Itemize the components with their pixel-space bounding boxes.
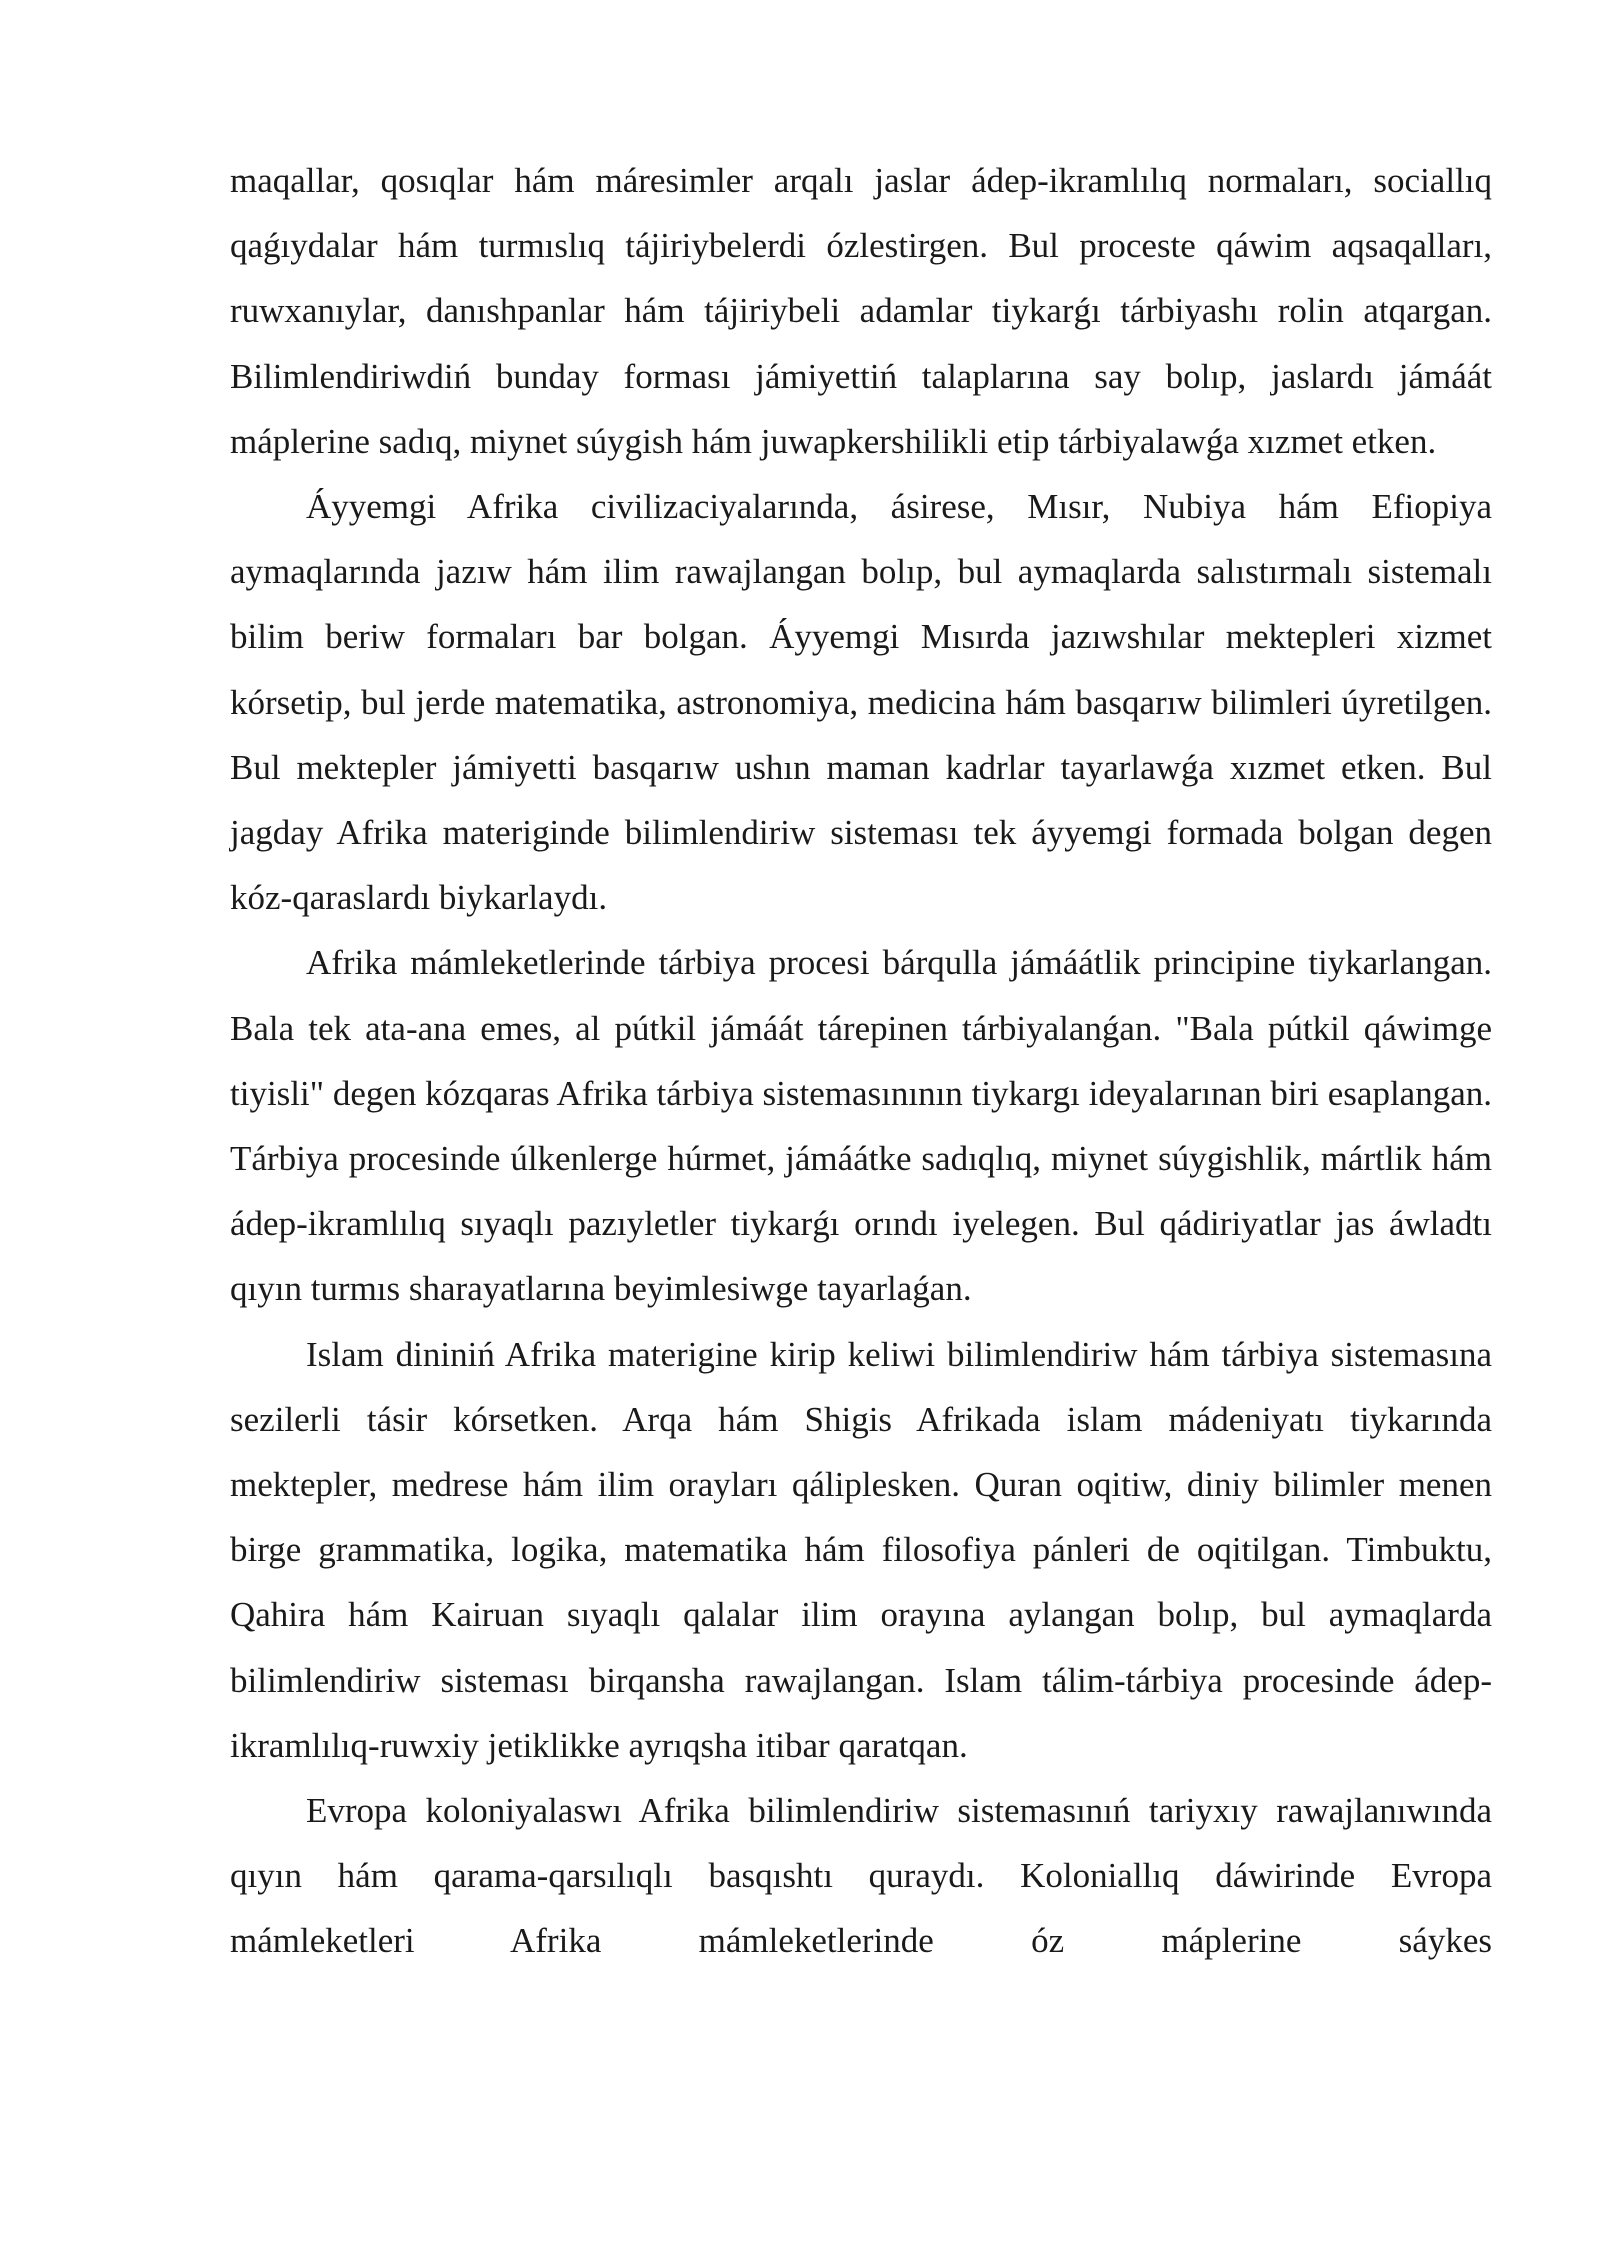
paragraph-continued: maqallar, qosıqlar hám máresimler arqalı jaslar ádep-ikramlılıq normaları, sociallıq qaǵıydalar hám turmıslıq tájiriybelerdi ózlestirgen. Bul proceste qáwim aqsaqalları, ruwxanıylar, danıshpanlar hám tájiriybeli adamlar tiykarǵı tárbiyashı rolin atqargan. Bilimlendiriwdiń bunday forması jámiyettiń talaplarına say bolıp, jaslardı jámáát máplerine sadıq, miynet súygish hám juwapkershilikli etip tárbiyalawǵa xızmet etken.	[230, 161, 1492, 461]
paragraph-islamic-influence: Islam dininiń Afrika materigine kirip keliwi bilimlendiriw hám tárbiya sistemasına sezilerli tásir kórsetken. Arqa hám Shigis Afrikada islam mádeniyatı tiykarında mektepler, medrese hám ilim orayları qáliplesken. Quran oqitiw, diniy bilimler menen birge grammatika, logika, matematika hám filosofiya pánleri de oqitilgan. Timbuktu, Qahira hám Kairuan sıyaqlı qalalar ilim orayına aylangan bolıp, bul aymaqlarda bilimlendiriw sisteması birqansha rawajlangan. Islam tálim-tárbiya procesinde ádep-ikramlılıq-ruwxiy jetiklikke ayrıqsha itibar qaratqan.	[230, 1334, 1492, 1765]
paragraph-ancient-civilizations: Áyyemgi Afrika civilizaciyalarında, ásirese, Mısır, Nubiya hám Efiopiya aymaqlarında jazıw hám ilim rawajlangan bolıp, bul aymaqlarda salıstırmalı sistemalı bilim beriw formaları bar bolgan. Áyyemgi Mısırda jazıwshılar mektepleri xizmet kórsetip, bul jerde matematika, astronomiya, medicina hám basqarıw bilimleri úyretilgen. Bul mektepler jámiyetti basqarıw ushın maman kadrlar tayarlawǵa xızmet etken. Bul jagday Afrika materiginde bilimlendiriw sisteması tek áyyemgi formada bolgan degen kóz-qaraslardı biykarlaydı.	[230, 487, 1492, 918]
paragraph-community-upbringing: Afrika mámleketlerinde tárbiya procesi bárqulla jámáátlik principine tiykarlangan. Bala tek ata-ana emes, al pútkil jámáát tárepinen tárbiyalanǵan. "Bala pútkil qáwimge tiyisli" degen kózqaras Afrika tárbiya sistemasınının tiykargı ideyalarınan biri esaplangan. Tárbiya procesinde úlkenlerge húrmet, jámáátke sadıqlıq, miynet súygishlik, mártlik hám ádep-ikramlılıq sıyaqlı pazıyletler tiykarǵı orındı iyelegen. Bul qádiriyatlar jas áwladtı qıyın turmıs sharayatlarına beyimlesiwge tayarlaǵan.	[230, 943, 1492, 1309]
paragraph-colonial-period: Evropa koloniyalaswı Afrika bilimlendiriw sistemasınıń tariyxıy rawajlanıwında qıyın hám qarama-qarsılıqlı basqıshtı quraydı. Koloniallıq dáwirinde Evropa mámleketleri Afrika mámleketlerinde óz máplerine sáykes	[230, 1791, 1492, 1961]
document-body	[230, 148, 1492, 1974]
